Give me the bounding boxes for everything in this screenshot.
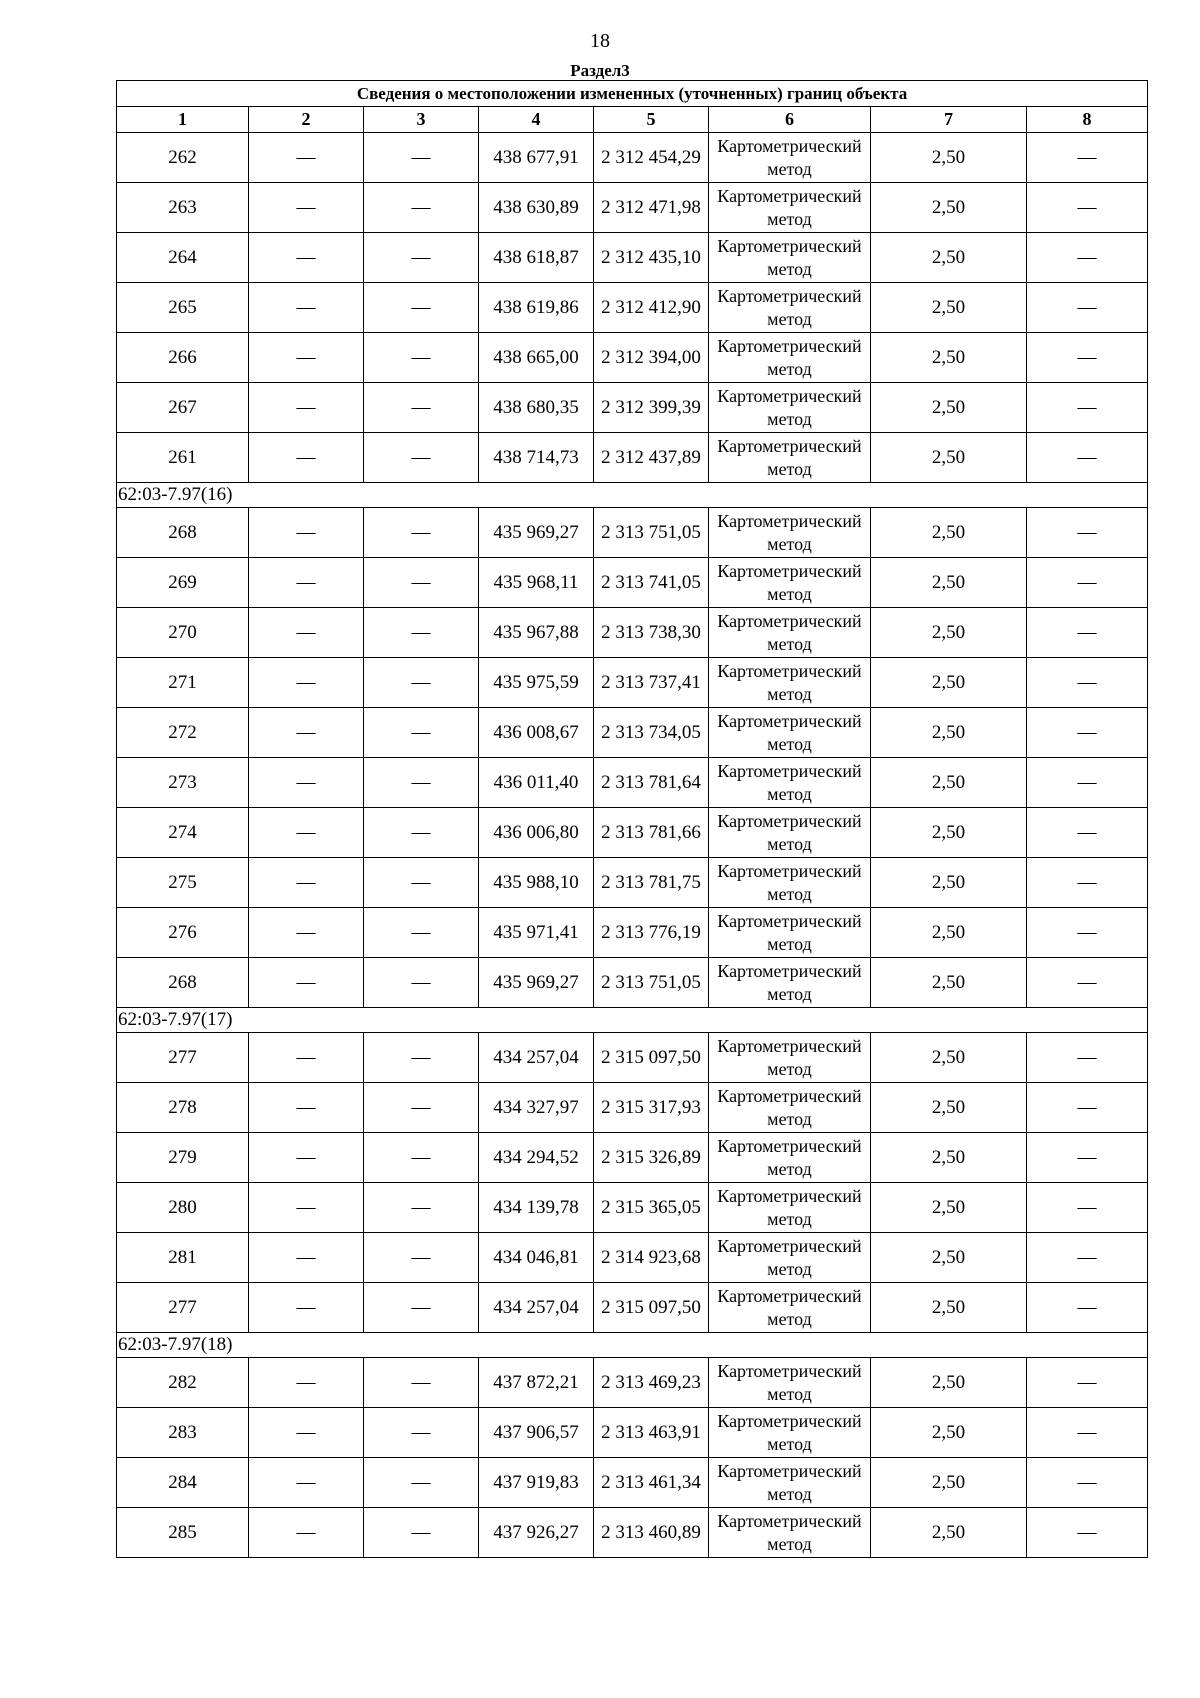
point-number-cell: 275 [117,858,249,908]
column-3-cell: — [364,558,479,608]
y-coordinate-cell: 2 313 781,75 [594,858,709,908]
method-cell: Картометрический метод [709,133,871,183]
column-3-cell: — [364,808,479,858]
accuracy-cell: 2,50 [871,1358,1027,1408]
x-coordinate-cell: 435 971,41 [479,908,594,958]
column-8-cell: — [1027,658,1148,708]
group-label: 62:03-7.97(18) [117,1333,1148,1358]
y-coordinate-cell: 2 313 751,05 [594,958,709,1008]
x-coordinate-cell: 437 926,27 [479,1508,594,1558]
column-2-cell: — [249,858,364,908]
method-cell: Картометрический метод [709,1083,871,1133]
column-8-cell: — [1027,708,1148,758]
point-number-cell: 278 [117,1083,249,1133]
method-cell: Картометрический метод [709,383,871,433]
table-row [117,1408,1148,1458]
point-number-cell: 267 [117,383,249,433]
table-row [117,1133,1148,1183]
method-cell: Картометрический метод [709,1183,871,1233]
accuracy-cell: 2,50 [871,558,1027,608]
table-row [117,608,1148,658]
table-row [117,383,1148,433]
column-3-cell: — [364,958,479,1008]
method-cell: Картометрический метод [709,508,871,558]
column-8-cell: — [1027,1458,1148,1508]
table-row [117,433,1148,483]
method-cell: Картометрический метод [709,1233,871,1283]
x-coordinate-cell: 438 619,86 [479,283,594,333]
column-8-cell: — [1027,433,1148,483]
point-number-cell: 274 [117,808,249,858]
group-header-row [117,483,1148,508]
x-coordinate-cell: 435 967,88 [479,608,594,658]
y-coordinate-cell: 2 312 437,89 [594,433,709,483]
point-number-cell: 273 [117,758,249,808]
y-coordinate-cell: 2 313 734,05 [594,708,709,758]
x-coordinate-cell: 438 665,00 [479,333,594,383]
x-coordinate-cell: 438 677,91 [479,133,594,183]
x-coordinate-cell: 435 975,59 [479,658,594,708]
column-2-cell: — [249,183,364,233]
accuracy-cell: 2,50 [871,433,1027,483]
group-header-row [117,1008,1148,1033]
column-8-cell: — [1027,1183,1148,1233]
x-coordinate-cell: 434 139,78 [479,1183,594,1233]
point-number-cell: 269 [117,558,249,608]
column-3-cell: — [364,1083,479,1133]
column-number: 2 [249,107,364,133]
method-cell: Картометрический метод [709,433,871,483]
column-3-cell: — [364,283,479,333]
accuracy-cell: 2,50 [871,1508,1027,1558]
group-label: 62:03-7.97(17) [117,1008,1148,1033]
table-row [117,333,1148,383]
y-coordinate-cell: 2 315 097,50 [594,1283,709,1333]
column-number: 3 [364,107,479,133]
point-number-cell: 284 [117,1458,249,1508]
table-row [117,1358,1148,1408]
method-cell: Картометрический метод [709,233,871,283]
y-coordinate-cell: 2 313 741,05 [594,558,709,608]
column-2-cell: — [249,1083,364,1133]
x-coordinate-cell: 438 618,87 [479,233,594,283]
column-2-cell: — [249,233,364,283]
x-coordinate-cell: 436 008,67 [479,708,594,758]
group-header-row [117,1333,1148,1358]
column-3-cell: — [364,1133,479,1183]
column-number: 1 [117,107,249,133]
column-8-cell: — [1027,608,1148,658]
x-coordinate-cell: 434 257,04 [479,1283,594,1333]
table-row [117,183,1148,233]
point-number-cell: 262 [117,133,249,183]
column-8-cell: — [1027,1033,1148,1083]
column-3-cell: — [364,233,479,283]
column-3-cell: — [364,708,479,758]
column-2-cell: — [249,333,364,383]
y-coordinate-cell: 2 312 399,39 [594,383,709,433]
point-number-cell: 270 [117,608,249,658]
y-coordinate-cell: 2 313 781,66 [594,808,709,858]
method-cell: Картометрический метод [709,858,871,908]
y-coordinate-cell: 2 312 471,98 [594,183,709,233]
y-coordinate-cell: 2 313 469,23 [594,1358,709,1408]
x-coordinate-cell: 434 257,04 [479,1033,594,1083]
column-number: 5 [594,107,709,133]
x-coordinate-cell: 434 046,81 [479,1233,594,1283]
column-8-cell: — [1027,758,1148,808]
x-coordinate-cell: 438 680,35 [479,383,594,433]
table-row [117,508,1148,558]
point-number-cell: 282 [117,1358,249,1408]
table-row [117,808,1148,858]
point-number-cell: 285 [117,1508,249,1558]
group-label: 62:03-7.97(16) [117,483,1148,508]
point-number-cell: 264 [117,233,249,283]
accuracy-cell: 2,50 [871,658,1027,708]
column-8-cell: — [1027,1233,1148,1283]
method-cell: Картометрический метод [709,808,871,858]
column-number: 4 [479,107,594,133]
x-coordinate-cell: 437 919,83 [479,1458,594,1508]
column-8-cell: — [1027,508,1148,558]
column-3-cell: — [364,433,479,483]
y-coordinate-cell: 2 313 751,05 [594,508,709,558]
column-2-cell: — [249,608,364,658]
point-number-cell: 263 [117,183,249,233]
table-row [117,1083,1148,1133]
point-number-cell: 271 [117,658,249,708]
column-3-cell: — [364,1183,479,1233]
section-title: Раздел3 [570,61,630,80]
column-3-cell: — [364,1508,479,1558]
table-row [117,708,1148,758]
table-row [117,1233,1148,1283]
accuracy-cell: 2,50 [871,1083,1027,1133]
method-cell: Картометрический метод [709,1133,871,1183]
column-2-cell: — [249,1508,364,1558]
method-cell: Картометрический метод [709,658,871,708]
method-cell: Картометрический метод [709,1408,871,1458]
column-2-cell: — [249,758,364,808]
method-cell: Картометрический метод [709,958,871,1008]
point-number-cell: 265 [117,283,249,333]
point-number-cell: 277 [117,1033,249,1083]
table-row [117,658,1148,708]
method-cell: Картометрический метод [709,1033,871,1083]
column-8-cell: — [1027,333,1148,383]
y-coordinate-cell: 2 312 454,29 [594,133,709,183]
method-cell: Картометрический метод [709,558,871,608]
column-8-cell: — [1027,1408,1148,1458]
column-2-cell: — [249,1283,364,1333]
page-number: 18 [590,30,610,52]
accuracy-cell: 2,50 [871,708,1027,758]
point-number-cell: 268 [117,958,249,1008]
column-2-cell: — [249,658,364,708]
column-8-cell: — [1027,558,1148,608]
y-coordinate-cell: 2 315 097,50 [594,1033,709,1083]
column-2-cell: — [249,808,364,858]
table-body [117,133,1148,1558]
accuracy-cell: 2,50 [871,1408,1027,1458]
y-coordinate-cell: 2 312 412,90 [594,283,709,333]
table-row [117,558,1148,608]
table-caption: Сведения о местоположении измененных (уточненных) границ объекта [117,81,1148,107]
table-row [117,758,1148,808]
column-2-cell: — [249,1458,364,1508]
accuracy-cell: 2,50 [871,858,1027,908]
point-number-cell: 281 [117,1233,249,1283]
y-coordinate-cell: 2 312 394,00 [594,333,709,383]
accuracy-cell: 2,50 [871,183,1027,233]
x-coordinate-cell: 434 294,52 [479,1133,594,1183]
column-2-cell: — [249,1233,364,1283]
column-8-cell: — [1027,183,1148,233]
column-8-cell: — [1027,958,1148,1008]
x-coordinate-cell: 438 714,73 [479,433,594,483]
column-8-cell: — [1027,1358,1148,1408]
column-2-cell: — [249,558,364,608]
column-2-cell: — [249,283,364,333]
column-8-cell: — [1027,1083,1148,1133]
column-3-cell: — [364,658,479,708]
point-number-cell: 272 [117,708,249,758]
y-coordinate-cell: 2 313 463,91 [594,1408,709,1458]
column-3-cell: — [364,1408,479,1458]
accuracy-cell: 2,50 [871,1133,1027,1183]
accuracy-cell: 2,50 [871,908,1027,958]
y-coordinate-cell: 2 312 435,10 [594,233,709,283]
accuracy-cell: 2,50 [871,608,1027,658]
table-row [117,1183,1148,1233]
method-cell: Картометрический метод [709,1283,871,1333]
table-row [117,233,1148,283]
table-row [117,1508,1148,1558]
accuracy-cell: 2,50 [871,133,1027,183]
column-3-cell: — [364,1033,479,1083]
column-8-cell: — [1027,808,1148,858]
column-2-cell: — [249,908,364,958]
column-8-cell: — [1027,383,1148,433]
point-number-cell: 266 [117,333,249,383]
column-2-cell: — [249,958,364,1008]
column-2-cell: — [249,433,364,483]
column-3-cell: — [364,1458,479,1508]
table-row [117,958,1148,1008]
method-cell: Картометрический метод [709,608,871,658]
point-number-cell: 261 [117,433,249,483]
x-coordinate-cell: 435 969,27 [479,508,594,558]
y-coordinate-cell: 2 313 737,41 [594,658,709,708]
column-2-cell: — [249,1183,364,1233]
column-8-cell: — [1027,1283,1148,1333]
column-2-cell: — [249,1033,364,1083]
column-3-cell: — [364,758,479,808]
column-number: 6 [709,107,871,133]
x-coordinate-cell: 437 872,21 [479,1358,594,1408]
method-cell: Картометрический метод [709,333,871,383]
y-coordinate-cell: 2 313 776,19 [594,908,709,958]
column-3-cell: — [364,1283,479,1333]
method-cell: Картометрический метод [709,908,871,958]
x-coordinate-cell: 438 630,89 [479,183,594,233]
accuracy-cell: 2,50 [871,1033,1027,1083]
x-coordinate-cell: 437 906,57 [479,1408,594,1458]
x-coordinate-cell: 435 969,27 [479,958,594,1008]
column-2-cell: — [249,708,364,758]
accuracy-cell: 2,50 [871,958,1027,1008]
x-coordinate-cell: 434 327,97 [479,1083,594,1133]
column-3-cell: — [364,333,479,383]
table-row [117,133,1148,183]
accuracy-cell: 2,50 [871,233,1027,283]
y-coordinate-cell: 2 314 923,68 [594,1233,709,1283]
method-cell: Картометрический метод [709,1508,871,1558]
column-3-cell: — [364,858,479,908]
y-coordinate-cell: 2 313 461,34 [594,1458,709,1508]
method-cell: Картометрический метод [709,283,871,333]
accuracy-cell: 2,50 [871,508,1027,558]
point-number-cell: 268 [117,508,249,558]
table-row [117,283,1148,333]
point-number-cell: 279 [117,1133,249,1183]
column-3-cell: — [364,1233,479,1283]
y-coordinate-cell: 2 315 326,89 [594,1133,709,1183]
method-cell: Картометрический метод [709,1358,871,1408]
column-2-cell: — [249,508,364,558]
point-number-cell: 277 [117,1283,249,1333]
point-number-cell: 280 [117,1183,249,1233]
column-8-cell: — [1027,858,1148,908]
method-cell: Картометрический метод [709,758,871,808]
table-row [117,1283,1148,1333]
accuracy-cell: 2,50 [871,1283,1027,1333]
column-8-cell: — [1027,233,1148,283]
column-8-cell: — [1027,133,1148,183]
accuracy-cell: 2,50 [871,283,1027,333]
boundary-coordinates-table [116,80,1148,1558]
table-row [117,908,1148,958]
column-3-cell: — [364,133,479,183]
column-8-cell: — [1027,283,1148,333]
column-2-cell: — [249,1408,364,1458]
column-8-cell: — [1027,908,1148,958]
point-number-cell: 276 [117,908,249,958]
point-number-cell: 283 [117,1408,249,1458]
x-coordinate-cell: 436 006,80 [479,808,594,858]
column-3-cell: — [364,1358,479,1408]
column-3-cell: — [364,908,479,958]
accuracy-cell: 2,50 [871,383,1027,433]
x-coordinate-cell: 435 968,11 [479,558,594,608]
table-row [117,1033,1148,1083]
accuracy-cell: 2,50 [871,758,1027,808]
x-coordinate-cell: 436 011,40 [479,758,594,808]
column-8-cell: — [1027,1133,1148,1183]
column-2-cell: — [249,1133,364,1183]
column-8-cell: — [1027,1508,1148,1558]
accuracy-cell: 2,50 [871,1458,1027,1508]
x-coordinate-cell: 435 988,10 [479,858,594,908]
table-row [117,1458,1148,1508]
column-2-cell: — [249,1358,364,1408]
column-3-cell: — [364,383,479,433]
y-coordinate-cell: 2 315 317,93 [594,1083,709,1133]
column-3-cell: — [364,183,479,233]
column-3-cell: — [364,608,479,658]
table-row [117,858,1148,908]
y-coordinate-cell: 2 315 365,05 [594,1183,709,1233]
column-number-row [117,107,1148,133]
accuracy-cell: 2,50 [871,1183,1027,1233]
y-coordinate-cell: 2 313 460,89 [594,1508,709,1558]
y-coordinate-cell: 2 313 781,64 [594,758,709,808]
column-2-cell: — [249,383,364,433]
y-coordinate-cell: 2 313 738,30 [594,608,709,658]
method-cell: Картометрический метод [709,1458,871,1508]
accuracy-cell: 2,50 [871,333,1027,383]
column-number: 7 [871,107,1027,133]
column-number: 8 [1027,107,1148,133]
accuracy-cell: 2,50 [871,1233,1027,1283]
method-cell: Картометрический метод [709,183,871,233]
column-3-cell: — [364,508,479,558]
accuracy-cell: 2,50 [871,808,1027,858]
column-2-cell: — [249,133,364,183]
method-cell: Картометрический метод [709,708,871,758]
